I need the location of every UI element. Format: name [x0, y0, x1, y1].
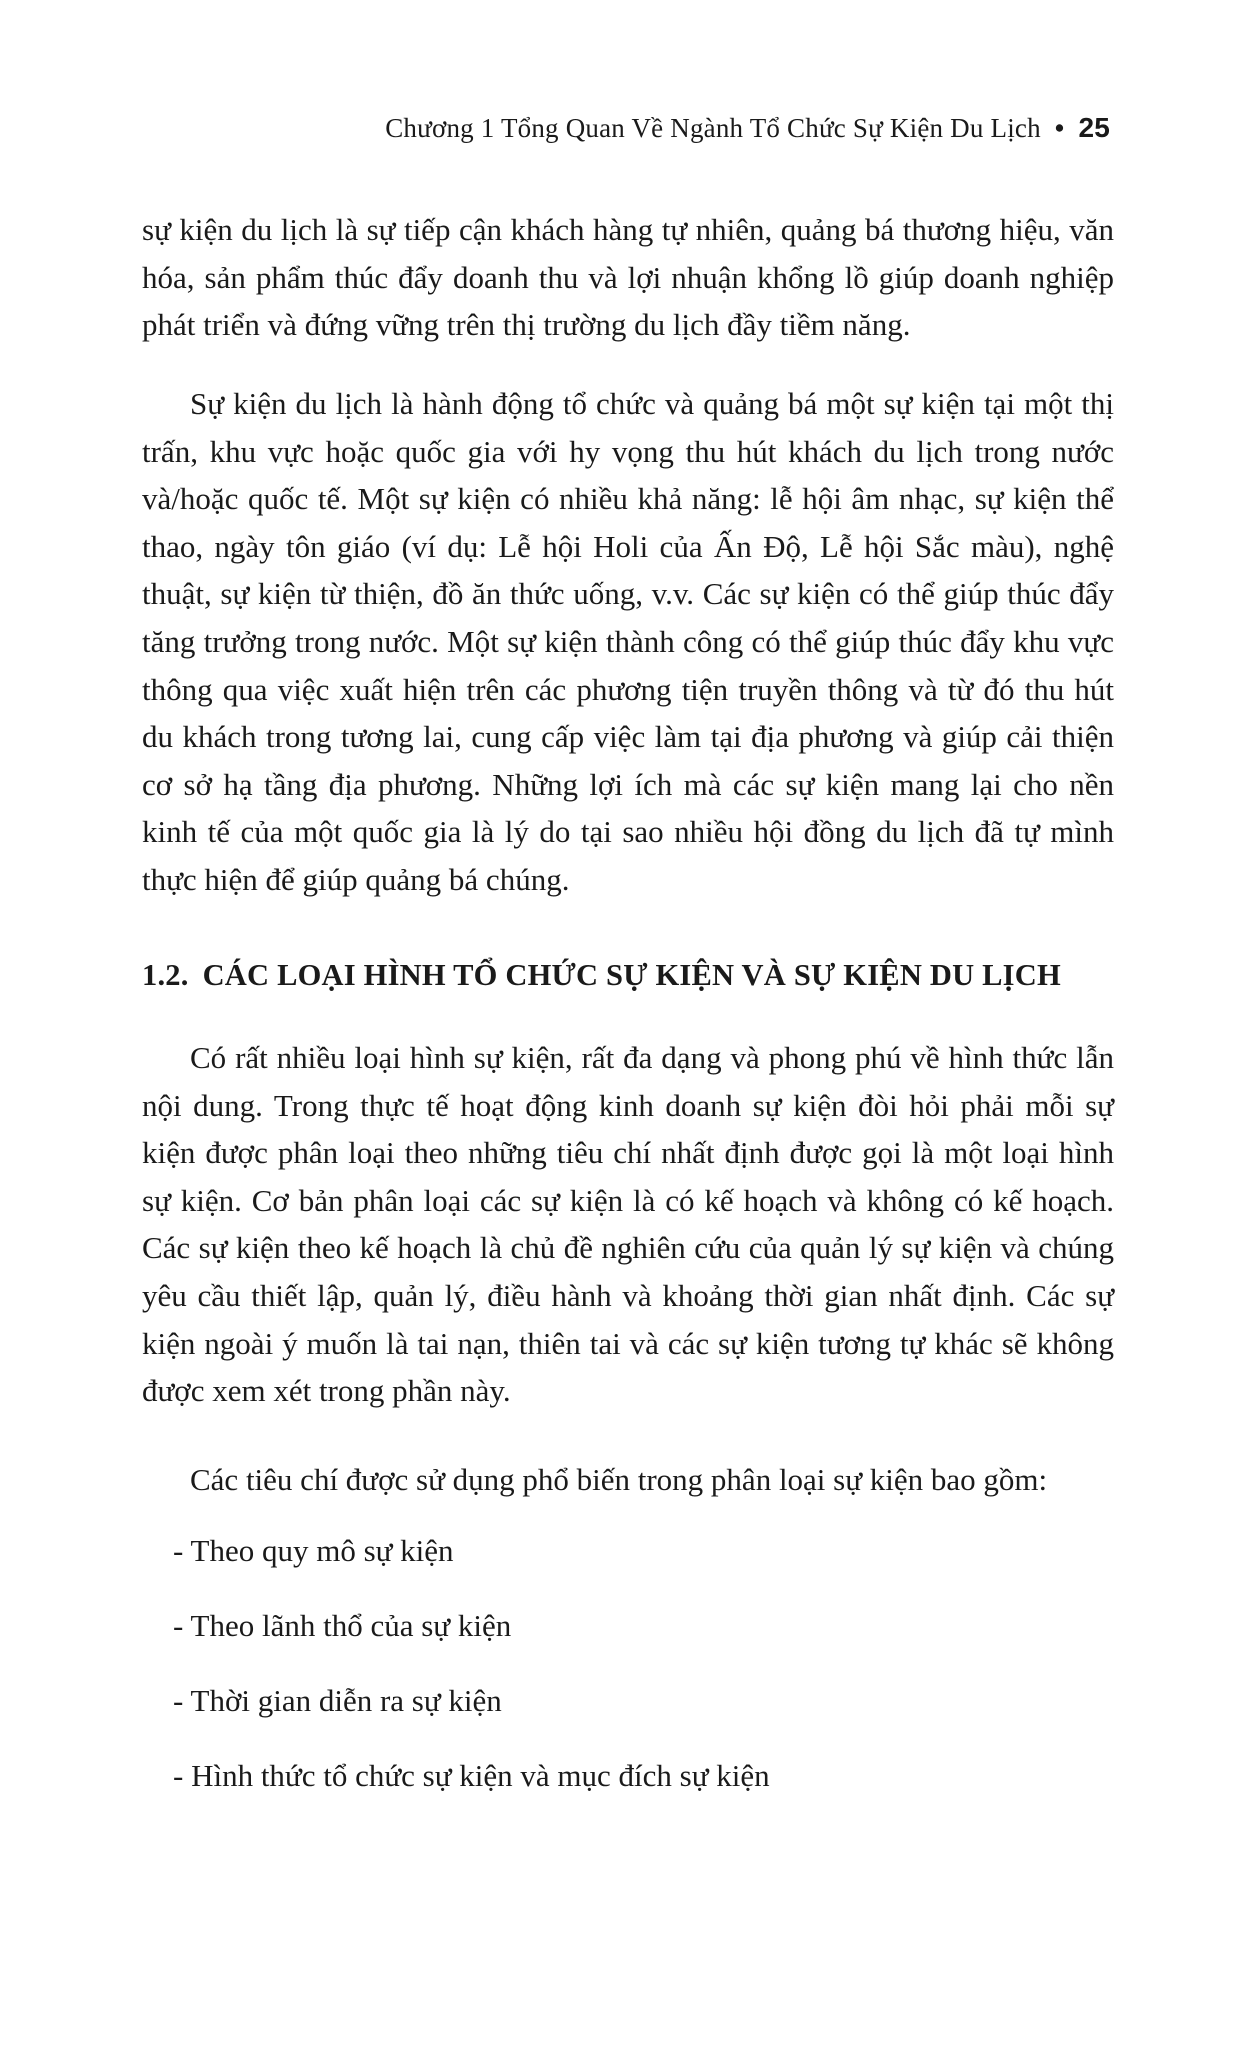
- chapter-title: Chương 1 Tổng Quan Về Ngành Tổ Chức Sự Kiện Du Lịch: [385, 113, 1041, 143]
- criteria-item: - Hình thức tổ chức sự kiện và mục đích sự kiện: [173, 1758, 770, 1793]
- paragraph-continuation: sự kiện du lịch là sự tiếp cận khách hàng tự nhiên, quảng bá thương hiệu, văn hóa, sản phẩm thúc đẩy doanh thu và lợi nhuận khổng lồ giúp doanh nghiệp phát triển và đứng vững trên thị trường du lịch đầy tiềm năng.: [142, 212, 1114, 343]
- paragraph-criteria-intro: Các tiêu chí được sử dụng phổ biến trong phân loại sự kiện bao gồm:: [190, 1462, 1048, 1497]
- header-separator: •: [1054, 113, 1065, 143]
- page-number: 25: [1078, 112, 1110, 143]
- running-header: [0, 112, 1110, 144]
- criteria-item: - Theo quy mô sự kiện: [173, 1533, 454, 1568]
- criteria-item: - Theo lãnh thổ của sự kiện: [173, 1608, 512, 1643]
- paragraph-tourism-events: Sự kiện du lịch là hành động tổ chức và quảng bá một sự kiện tại một thị trấn, khu vực hoặc quốc gia với hy vọng thu hút khách du lịch trong nước và/hoặc quốc tế. Một sự kiện có nhiều khả năng: lễ hội âm nhạc, sự kiện thể thao, ngày tôn giáo (ví dụ: Lễ hội Holi của Ấn Độ, Lễ hội Sắc màu), nghệ thuật, sự kiện từ thiện, đồ ăn thức uống, v.v. Các sự kiện có thể giúp thúc đẩy tăng trưởng trong nước. Một sự kiện thành công có thể giúp thúc đẩy khu vực thông qua việc xuất hiện trên các phương tiện truyền thông và từ đó thu hút du khách trong tương lai, cung cấp việc làm tại địa phương và giúp cải thiện cơ sở hạ tầng địa phương. Những lợi ích mà các sự kiện mang lại cho nền kinh tế của một quốc gia là lý do tại sao nhiều hội đồng du lịch đã tự mình thực hiện để giúp quảng bá chúng.: [142, 386, 1114, 897]
- section-number: 1.2.: [142, 958, 189, 992]
- paragraph-event-types: Có rất nhiều loại hình sự kiện, rất đa dạng và phong phú về hình thức lẫn nội dung. Trong thực tế hoạt động kinh doanh sự kiện đòi hỏi phải mỗi sự kiện được phân loại theo những tiêu chí nhất định được gọi là một loại hình sự kiện. Cơ bản phân loại các sự kiện là có kế hoạch và không có kế hoạch. Các sự kiện theo kế hoạch là chủ đề nghiên cứu của quản lý sự kiện và chúng yêu cầu thiết lập, quản lý, điều hành và khoảng thời gian nhất định. Các sự kiện ngoài ý muốn là tai nạn, thiên tai và các sự kiện tương tự khác sẽ không được xem xét trong phần này.: [142, 1040, 1114, 1409]
- section-heading: [142, 958, 1122, 993]
- criteria-item: - Thời gian diễn ra sự kiện: [173, 1683, 502, 1718]
- section-title: CÁC LOẠI HÌNH TỔ CHỨC SỰ KIỆN VÀ SỰ KIỆN DU LỊCH: [202, 958, 1061, 992]
